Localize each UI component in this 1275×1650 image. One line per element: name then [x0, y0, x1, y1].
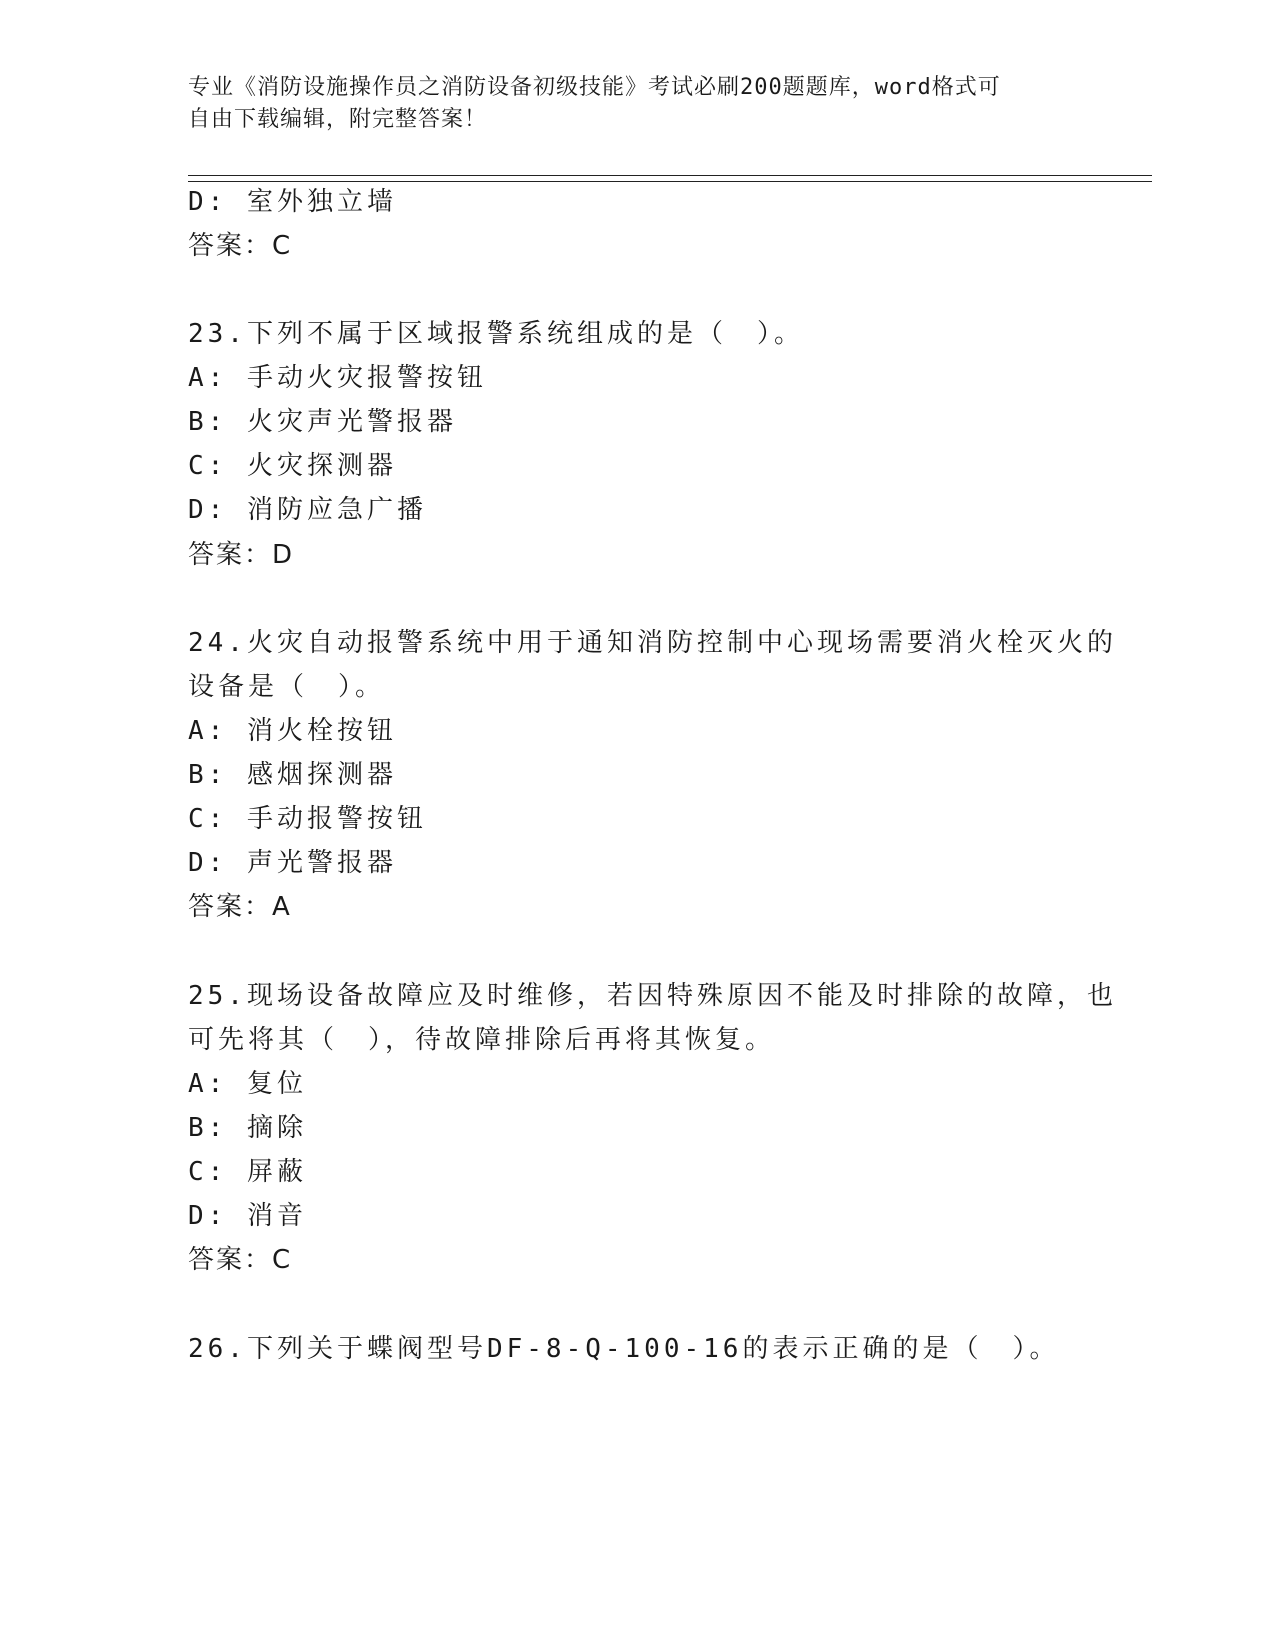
q25-stem-line-2: 可先将其（ ），待故障排除后再将其恢复。 — [188, 1025, 776, 1055]
q25-answer: 答案：C — [188, 1245, 293, 1275]
q23-option-c: C: 火灾探测器 — [188, 451, 397, 481]
q23-option-d: D: 消防应急广播 — [188, 495, 427, 525]
q25-stem-line-1: 25.现场设备故障应及时维修，若因特殊原因不能及时排除的故障，也 — [188, 981, 1117, 1011]
header-rule-top — [188, 175, 1152, 176]
q24-option-a: A: 消火栓按钮 — [188, 716, 397, 746]
q24-answer: 答案：A — [188, 892, 292, 922]
q25-option-a: A: 复位 — [188, 1069, 307, 1099]
header-rule-bottom — [188, 181, 1152, 182]
header-line-1: 专业《消防设施操作员之消防设备初级技能》考试必刷200题题库，word格式可 — [188, 75, 1001, 100]
prev-option-d: D: 室外独立墙 — [188, 187, 397, 217]
q24-stem-line-2: 设备是（ ）。 — [188, 672, 386, 702]
q23-option-b: B: 火灾声光警报器 — [188, 407, 457, 437]
q26-stem: 26.下列关于蝶阀型号DF-8-Q-100-16的表示正确的是（ ）。 — [188, 1334, 1060, 1364]
q25-option-b: B: 摘除 — [188, 1113, 307, 1143]
q25-option-d: D: 消音 — [188, 1201, 307, 1231]
header-line-2: 自由下载编辑，附完整答案！ — [188, 107, 488, 132]
document-header — [188, 72, 1068, 136]
prev-answer: 答案：C — [188, 231, 293, 261]
q24-stem-line-1: 24.火灾自动报警系统中用于通知消防控制中心现场需要消火栓灭火的 — [188, 628, 1117, 658]
q23-stem: 23.下列不属于区域报警系统组成的是（ ）。 — [188, 319, 804, 349]
q23-answer: 答案：D — [188, 540, 295, 570]
q23-option-a: A: 手动火灾报警按钮 — [188, 363, 487, 393]
q24-option-c: C: 手动报警按钮 — [188, 804, 427, 834]
q25-option-c: C: 屏蔽 — [188, 1157, 307, 1187]
q24-option-d: D: 声光警报器 — [188, 848, 397, 878]
q24-option-b: B: 感烟探测器 — [188, 760, 397, 790]
